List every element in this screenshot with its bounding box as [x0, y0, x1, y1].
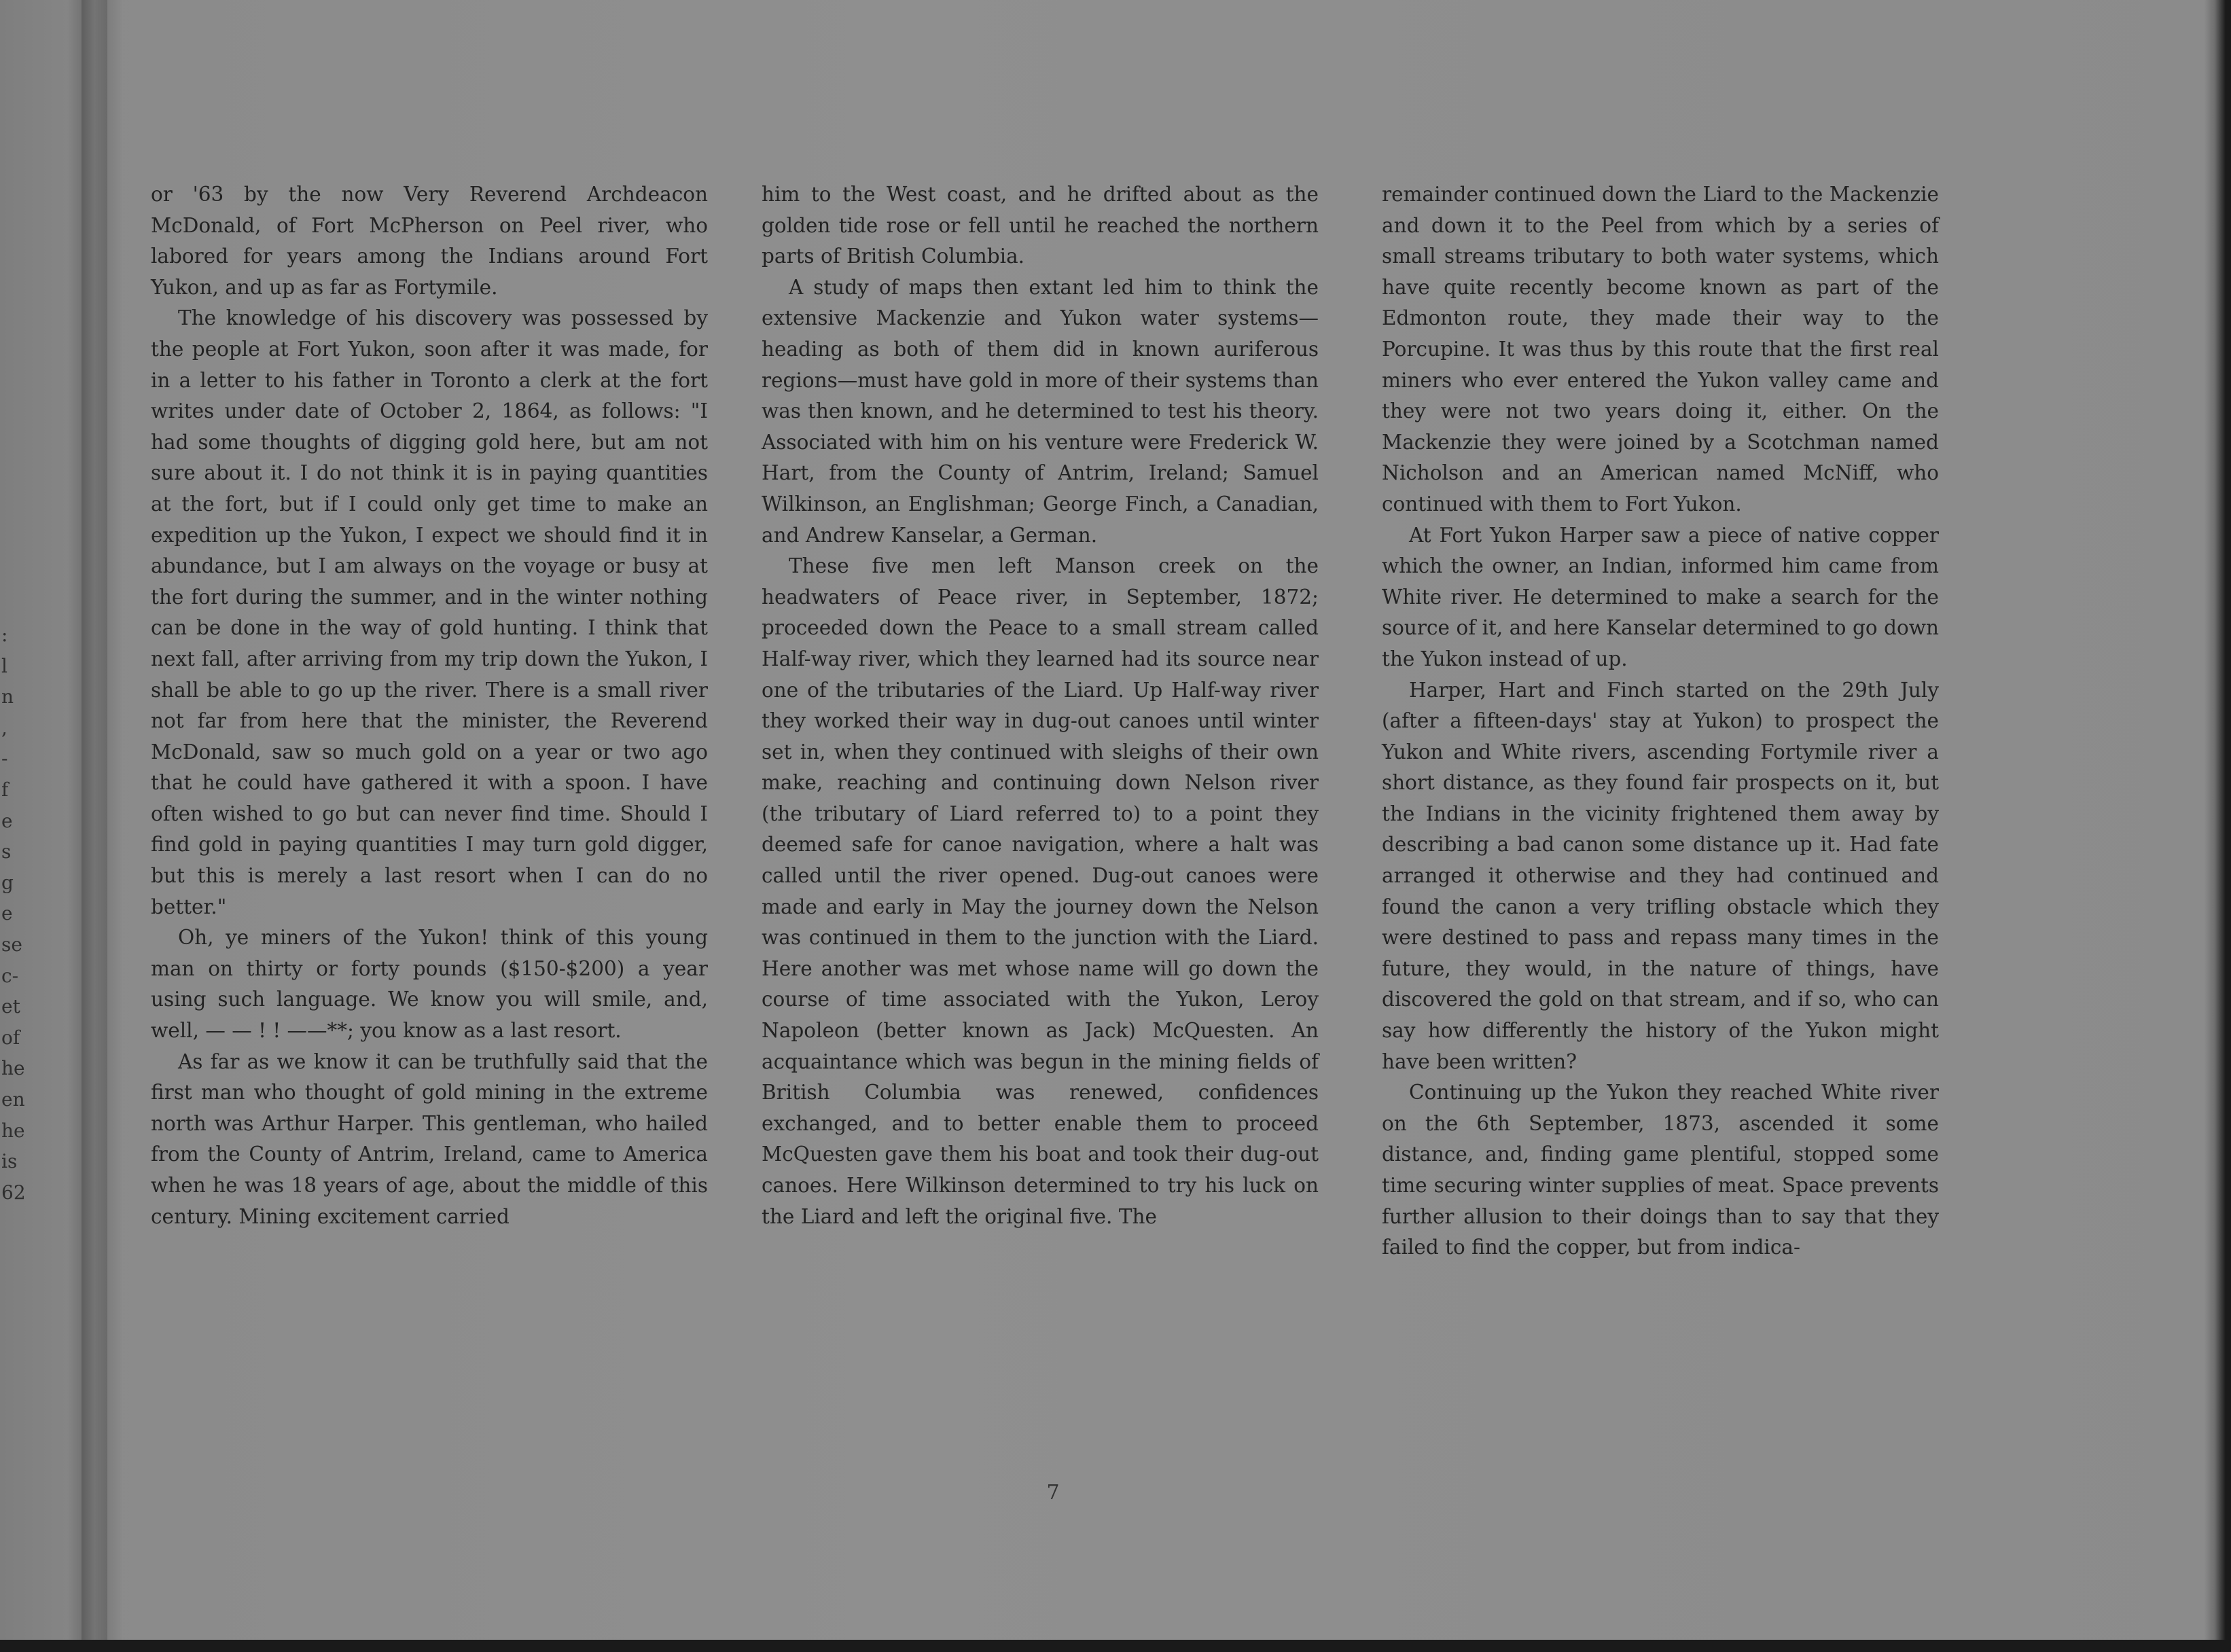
- book-binding-gutter: [82, 0, 107, 1652]
- paragraph: Harper, Hart and Finch started on the 29th July (after a fifteen-days' stay at Yukon) to prospect the Yukon and White rivers, ascending Fortymile river a short distance, as they found fair prospects on it, but the Indians in the vicinity frightened them away by describing a bad canon some distance up it. Had fate arranged it otherwise and they had continued and found the canon a very trifling obstacle which they were destined to pass and repass many times in the future, they would, in the nature of things, have discovered the gold on that stream, and if so, who can say how differently the history of the Yukon might have been written?: [1382, 678, 1939, 1073]
- margin-fragment: l: [1, 656, 7, 677]
- text-column-2: [762, 179, 1319, 1232]
- paragraph: At Fort Yukon Harper saw a piece of native copper which the owner, an Indian, informed him came from White river. He determined to make a search for the source of it, and here Kanselar determined to go down the Yukon instead of up.: [1382, 523, 1939, 670]
- margin-fragment: f: [1, 780, 9, 800]
- margin-fragment: -: [1, 749, 8, 770]
- margin-fragment: e: [1, 810, 13, 831]
- margin-fragment: of: [1, 1027, 20, 1048]
- previous-page-margin-fragments: [0, 625, 27, 1454]
- margin-fragment: 62: [1, 1182, 26, 1203]
- page-number: 7: [1046, 1481, 1060, 1505]
- paragraph: him to the West coast, and he drifted about as the golden tide rose or fell until he reached the northern parts of British Columbia.: [762, 183, 1319, 268]
- paragraph: These five men left Manson creek on the headwaters of Peace river, in September, 1872; proceeded down the Peace to a small stream called Half-way river, which they learned had its source near one of the tributaries of the Liard. Up Half-way river they worked their way in dug-out canoes until winter set in, when they continued with sleighs of their own make, reaching and continuing down Nelson river (the tributary of Liard referred to) to a point they deemed safe for canoe navigation, where a halt was called until the river opened. Dug-out canoes were made and early in May the journey down the Nelson was continued in them to the junction with the Liard. Here another was met whose name will go down the course of time associated with the Yukon, Leroy Napoleon (better known as Jack) McQuesten. An acquaintance which was begun in the mining fields of British Columbia was renewed, confidences exchanged, and to better enable them to proceed McQuesten gave them his boat and took their dug-out canoes. Here Wilkinson determined to try his luck on the Liard and left the original five. The: [762, 554, 1319, 1228]
- margin-fragment: he: [1, 1120, 25, 1141]
- bottom-page-edge: [0, 1640, 2231, 1652]
- paragraph: A study of maps then extant led him to think the extensive Mackenzie and Yukon water systems—heading as both of them did in known auriferous regions—must have gold in more of their systems than was then known, and he determined to test his theory. Associated with him on his venture were Frederick W. Hart, from the County of Antrim, Ireland; Samuel Wilkinson, an Englishman; George Finch, a Canadian, and Andrew Kanselar, a German.: [762, 275, 1319, 547]
- paragraph: remainder continued down the Liard to the Mackenzie and down it to the Peel from which by a series of small streams tributary to both water systems, which have quite recently become known as part of the Edmonton route, they made their way to the Porcupine. It was thus by this route that the first real miners who ever entered the Yukon valley came and they were not two years doing it, either. On the Mackenzie they were joined by a Scotchman named Nicholson and an American named McNiff, who continued with them to Fort Yukon.: [1382, 183, 1939, 516]
- margin-fragment: ,: [1, 717, 7, 738]
- paragraph: or '63 by the now Very Reverend Archdeacon McDonald, of Fort McPherson on Peel river, who labored for years among the Indians around Fort Yukon, and up as far as Fortymile.: [151, 183, 708, 299]
- margin-fragment: g: [1, 872, 14, 893]
- text-column-1: [151, 179, 708, 1232]
- paragraph: Oh, ye miners of the Yukon! think of this young man on thirty or forty pounds ($150-$200) a year using such language. We know you will smile, and, well, — — ! ! ——**; you know as a last resort.: [151, 926, 708, 1043]
- right-page-edge: [2204, 0, 2231, 1652]
- margin-fragment: :: [1, 625, 8, 645]
- margin-fragment: en: [1, 1090, 25, 1110]
- margin-fragment: n: [1, 687, 14, 708]
- margin-fragment: et: [1, 996, 20, 1018]
- paragraph: The knowledge of his discovery was possessed by the people at Fort Yukon, soon after it was made, for in a letter to his father in Toronto a clerk at the fort writes under date of October 2, 1864, as follows: "I had some thoughts of digging gold here, but am not sure about it. I do not think it is in paying quantities at the fort, but if I could only get time to make an expedition up the Yukon, I expect we should find it in abundance, but I am always on the voyage or busy at the fort during the summer, and in the winter nothing can be done in the way of gold hunting. I think that next fall, after arriving from my trip down the Yukon, I shall be able to go up the river. There is a small river not far from here that the minister, the Reverend McDonald, saw so much gold on a year or two ago that he could have gathered it with a spoon. I have often wished to go but can never find time. Should I find gold in paying quantities I may turn gold digger, but this is merely a last resort when I can do no better.": [151, 306, 708, 918]
- text-column-3: [1382, 179, 1939, 1263]
- paragraph: Continuing up the Yukon they reached White river on the 6th September, 1873, ascended it some distance, and, finding game plentiful, stopped some time securing winter supplies of meat. Space prevents further allusion to their doings than to say that they failed to find the copper, but from indica-: [1382, 1081, 1939, 1259]
- margin-fragment: e: [1, 903, 13, 924]
- margin-fragment: se: [1, 935, 22, 955]
- paragraph: As far as we know it can be truthfully said that the first man who thought of gold mining in the extreme north was Arthur Harper. This gentleman, who hailed from the County of Antrim, Ireland, came to America when he was 18 years of age, about the middle of this century. Mining excitement carried: [151, 1049, 708, 1228]
- margin-fragment: is: [1, 1151, 18, 1172]
- margin-fragment: s: [1, 842, 12, 863]
- margin-fragment: he: [1, 1058, 25, 1079]
- margin-fragment: c-: [1, 965, 19, 986]
